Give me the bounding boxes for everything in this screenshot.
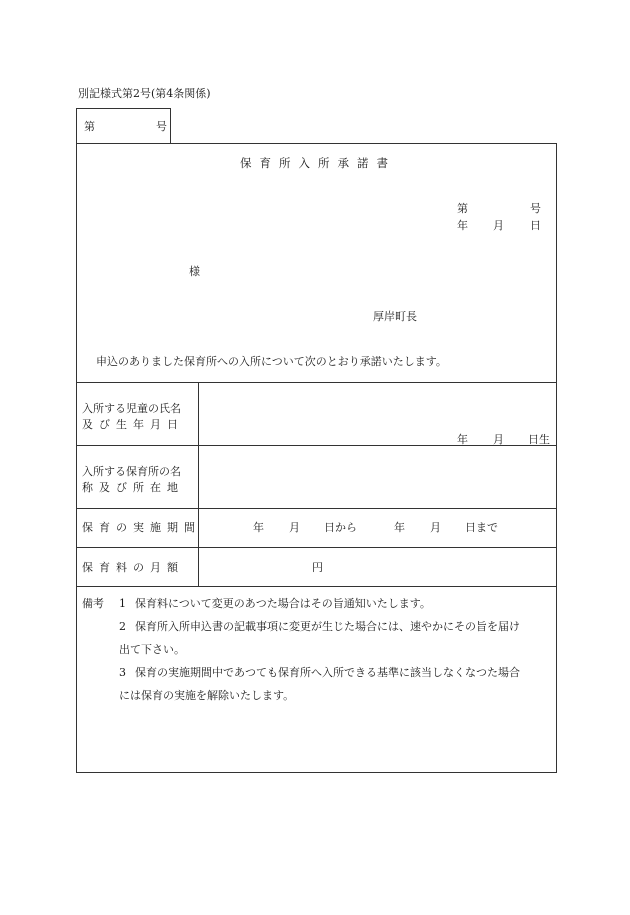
period-to-month: 月	[430, 521, 441, 534]
form-reference: 別記様式第2号(第4条関係)	[78, 87, 211, 100]
issuer-name: 厚岸町長	[373, 310, 417, 323]
birth-year: 年	[457, 433, 468, 446]
issue-date-month: 月	[493, 219, 504, 232]
label-column-divider	[198, 382, 199, 586]
remark-3-number: 3	[119, 666, 126, 679]
issue-number-dai: 第	[457, 202, 468, 215]
child-label-line2: 及び生年月日	[82, 418, 184, 431]
remark-2-number: 2	[119, 620, 126, 633]
period-from-day: 日から	[324, 521, 357, 534]
divider-nursery	[76, 508, 557, 509]
remark-3-text-line2: には保育の実施を解除いたします。	[119, 689, 295, 702]
child-label-line1: 入所する児童の氏名	[82, 402, 181, 415]
approval-statement: 申込のありました保育所への入所について次のとおり承諾いたします。	[96, 355, 447, 368]
remark-2-text-line2: 出て下さい。	[119, 643, 185, 656]
remarks-label: 備考	[82, 597, 104, 610]
nursery-label-line1: 入所する保育所の名	[82, 465, 181, 478]
divider-fee	[76, 586, 557, 587]
period-from-year: 年	[253, 521, 264, 534]
remark-2-text-line1: 保育所入所申込書の記載事項に変更が生じた場合には、速やかにその旨を届け	[135, 620, 520, 633]
doc-number-dai: 第	[84, 120, 95, 133]
period-from-month: 月	[289, 521, 300, 534]
issue-number-gou: 号	[530, 202, 541, 215]
period-to-day: 日まで	[465, 521, 498, 534]
issue-date-day: 日	[530, 219, 541, 232]
divider-intro	[76, 382, 557, 383]
remark-1-number: 1	[119, 597, 126, 610]
issue-date-year: 年	[457, 219, 468, 232]
fee-label: 保育料の月額	[82, 561, 184, 574]
doc-number-gou: 号	[156, 120, 167, 133]
period-to-year: 年	[394, 521, 405, 534]
remark-3-text-line1: 保育の実施期間中であつても保育所へ入所できる基準に該当しなくなつた場合	[135, 666, 520, 679]
form-title: 保育所入所承諾書	[240, 156, 396, 170]
fee-unit: 円	[312, 561, 323, 574]
remark-1-text: 保育料について変更のあつた場合はその旨通知いたします。	[135, 597, 431, 610]
divider-period	[76, 547, 557, 548]
divider-child	[76, 445, 557, 446]
birth-day: 日生	[528, 433, 550, 446]
period-label: 保育の実施期間	[82, 521, 201, 534]
nursery-label-line2: 称及び所在地	[82, 481, 184, 494]
birth-month: 月	[493, 433, 504, 446]
addressee-suffix: 様	[189, 265, 200, 278]
